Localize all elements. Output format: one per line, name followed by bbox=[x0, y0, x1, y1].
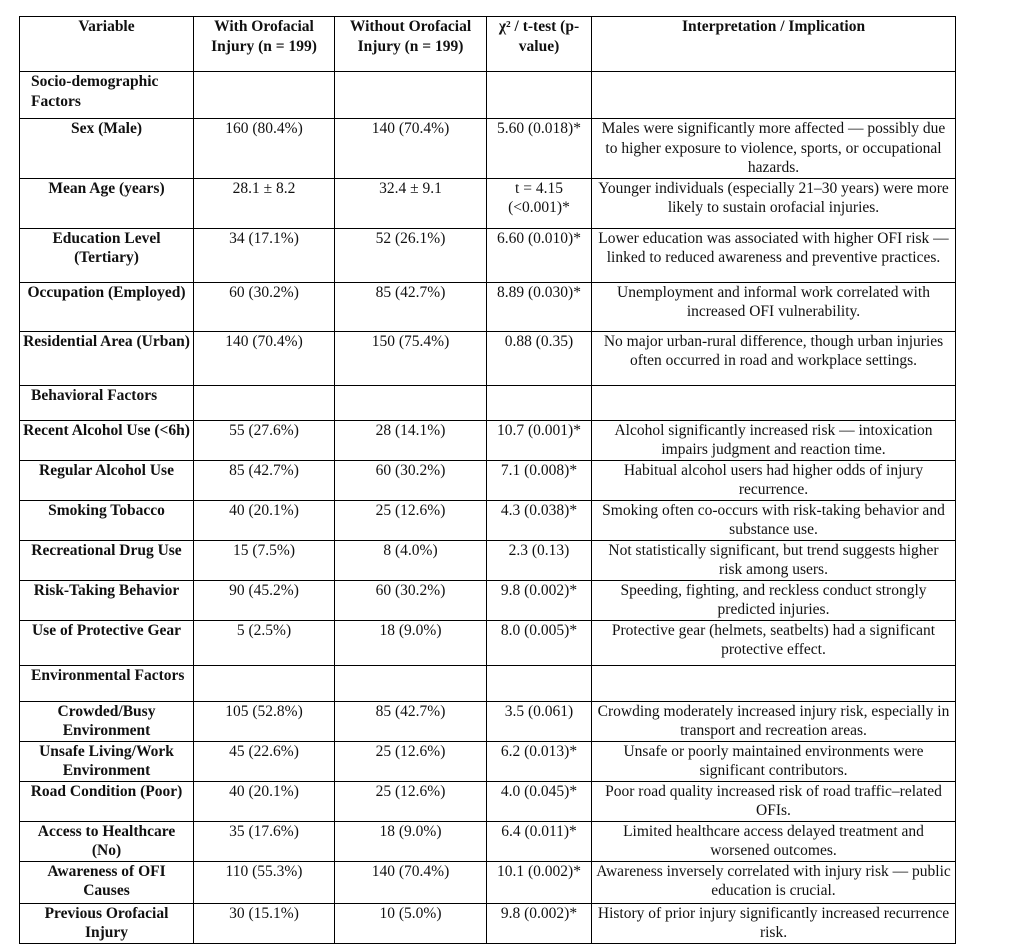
table-row bbox=[20, 460, 956, 500]
with-ofi-cell: 34 (17.1%) bbox=[194, 228, 335, 282]
test-pvalue-cell: t = 4.15 (<0.001)* bbox=[487, 178, 592, 228]
variable-cell: Risk-Taking Behavior bbox=[20, 580, 194, 620]
interpretation-cell: Lower education was associated with higher OFI risk — linked to reduced awareness and preventive practices. bbox=[592, 228, 956, 282]
variable-cell: Sex (Male) bbox=[20, 119, 194, 179]
table-row bbox=[20, 741, 956, 781]
with-ofi-cell: 55 (27.6%) bbox=[194, 420, 335, 460]
test-pvalue-cell: 6.60 (0.010)* bbox=[487, 228, 592, 282]
table-row bbox=[20, 580, 956, 620]
without-ofi-cell: 85 (42.7%) bbox=[335, 282, 487, 331]
without-ofi-cell: 18 (9.0%) bbox=[335, 821, 487, 861]
table-row bbox=[20, 119, 956, 179]
without-ofi-cell: 10 (5.0%) bbox=[335, 903, 487, 943]
with-ofi-cell: 40 (20.1%) bbox=[194, 500, 335, 540]
section-title: Behavioral Factors bbox=[20, 385, 194, 420]
variable-cell: Regular Alcohol Use bbox=[20, 460, 194, 500]
header-with-ofi: With Orofacial Injury (n = 199) bbox=[194, 17, 335, 72]
variable-cell: Unsafe Living/Work Environment bbox=[20, 741, 194, 781]
test-pvalue-cell: 9.8 (0.002)* bbox=[487, 903, 592, 943]
with-ofi-cell: 160 (80.4%) bbox=[194, 119, 335, 179]
test-pvalue-cell: 8.0 (0.005)* bbox=[487, 620, 592, 665]
without-ofi-cell: 60 (30.2%) bbox=[335, 460, 487, 500]
section-empty-cell bbox=[335, 665, 487, 701]
section-row bbox=[20, 72, 956, 119]
variable-cell: Road Condition (Poor) bbox=[20, 781, 194, 821]
test-pvalue-cell: 9.8 (0.002)* bbox=[487, 580, 592, 620]
without-ofi-cell: 8 (4.0%) bbox=[335, 540, 487, 580]
section-title: Socio-demographic Factors bbox=[20, 72, 194, 119]
test-pvalue-cell: 10.7 (0.001)* bbox=[487, 420, 592, 460]
section-empty-cell bbox=[592, 385, 956, 420]
table-row bbox=[20, 620, 956, 665]
variable-cell: Education Level (Tertiary) bbox=[20, 228, 194, 282]
table-row bbox=[20, 178, 956, 228]
section-empty-cell bbox=[335, 385, 487, 420]
table-row bbox=[20, 500, 956, 540]
variable-cell: Smoking Tobacco bbox=[20, 500, 194, 540]
interpretation-cell: Unemployment and informal work correlated with increased OFI vulnerability. bbox=[592, 282, 956, 331]
variable-cell: Crowded/Busy Environment bbox=[20, 701, 194, 741]
interpretation-cell: Protective gear (helmets, seatbelts) had a significant protective effect. bbox=[592, 620, 956, 665]
with-ofi-cell: 5 (2.5%) bbox=[194, 620, 335, 665]
interpretation-cell: Not statistically significant, but trend suggests higher risk among users. bbox=[592, 540, 956, 580]
section-title: Environmental Factors bbox=[20, 665, 194, 701]
table-row bbox=[20, 420, 956, 460]
variable-cell: Use of Protective Gear bbox=[20, 620, 194, 665]
section-empty-cell bbox=[194, 72, 335, 119]
table-row bbox=[20, 861, 956, 903]
with-ofi-cell: 85 (42.7%) bbox=[194, 460, 335, 500]
with-ofi-cell: 45 (22.6%) bbox=[194, 741, 335, 781]
test-pvalue-cell: 8.89 (0.030)* bbox=[487, 282, 592, 331]
interpretation-cell: History of prior injury significantly increased recurrence risk. bbox=[592, 903, 956, 943]
table-row bbox=[20, 903, 956, 943]
test-pvalue-cell: 4.3 (0.038)* bbox=[487, 500, 592, 540]
header-test: χ² / t-test (p-value) bbox=[487, 17, 592, 72]
without-ofi-cell: 25 (12.6%) bbox=[335, 741, 487, 781]
with-ofi-cell: 110 (55.3%) bbox=[194, 861, 335, 903]
variable-cell: Residential Area (Urban) bbox=[20, 331, 194, 385]
with-ofi-cell: 105 (52.8%) bbox=[194, 701, 335, 741]
interpretation-cell: Awareness inversely correlated with injury risk — public education is crucial. bbox=[592, 861, 956, 903]
without-ofi-cell: 18 (9.0%) bbox=[335, 620, 487, 665]
interpretation-cell: No major urban-rural difference, though urban injuries often occurred in road and workplace settings. bbox=[592, 331, 956, 385]
without-ofi-cell: 32.4 ± 9.1 bbox=[335, 178, 487, 228]
section-row bbox=[20, 385, 956, 420]
without-ofi-cell: 25 (12.6%) bbox=[335, 781, 487, 821]
header-interpretation: Interpretation / Implication bbox=[592, 17, 956, 72]
interpretation-cell: Males were significantly more affected — possibly due to higher exposure to violence, sports, or occupational hazards. bbox=[592, 119, 956, 179]
variable-cell: Occupation (Employed) bbox=[20, 282, 194, 331]
section-empty-cell bbox=[592, 72, 956, 119]
with-ofi-cell: 90 (45.2%) bbox=[194, 580, 335, 620]
results-table bbox=[19, 16, 956, 944]
test-pvalue-cell: 6.2 (0.013)* bbox=[487, 741, 592, 781]
without-ofi-cell: 60 (30.2%) bbox=[335, 580, 487, 620]
variable-cell: Awareness of OFI Causes bbox=[20, 861, 194, 903]
interpretation-cell: Smoking often co-occurs with risk-taking behavior and substance use. bbox=[592, 500, 956, 540]
without-ofi-cell: 28 (14.1%) bbox=[335, 420, 487, 460]
header-without-ofi: Without Orofacial Injury (n = 199) bbox=[335, 17, 487, 72]
section-empty-cell bbox=[194, 665, 335, 701]
without-ofi-cell: 140 (70.4%) bbox=[335, 861, 487, 903]
with-ofi-cell: 40 (20.1%) bbox=[194, 781, 335, 821]
section-empty-cell bbox=[487, 385, 592, 420]
section-empty-cell bbox=[592, 665, 956, 701]
header-variable: Variable bbox=[20, 17, 194, 72]
test-pvalue-cell: 10.1 (0.002)* bbox=[487, 861, 592, 903]
interpretation-cell: Speeding, fighting, and reckless conduct strongly predicted injuries. bbox=[592, 580, 956, 620]
with-ofi-cell: 30 (15.1%) bbox=[194, 903, 335, 943]
test-pvalue-cell: 5.60 (0.018)* bbox=[487, 119, 592, 179]
section-empty-cell bbox=[335, 72, 487, 119]
variable-cell: Recreational Drug Use bbox=[20, 540, 194, 580]
with-ofi-cell: 15 (7.5%) bbox=[194, 540, 335, 580]
interpretation-cell: Crowding moderately increased injury risk, especially in transport and recreation areas. bbox=[592, 701, 956, 741]
test-pvalue-cell: 0.88 (0.35) bbox=[487, 331, 592, 385]
variable-cell: Mean Age (years) bbox=[20, 178, 194, 228]
test-pvalue-cell: 3.5 (0.061) bbox=[487, 701, 592, 741]
interpretation-cell: Unsafe or poorly maintained environments were significant contributors. bbox=[592, 741, 956, 781]
interpretation-cell: Younger individuals (especially 21–30 years) were more likely to sustain orofacial injuries. bbox=[592, 178, 956, 228]
table-row bbox=[20, 540, 956, 580]
section-row bbox=[20, 665, 956, 701]
without-ofi-cell: 85 (42.7%) bbox=[335, 701, 487, 741]
test-pvalue-cell: 7.1 (0.008)* bbox=[487, 460, 592, 500]
table-row bbox=[20, 821, 956, 861]
header-row bbox=[20, 17, 956, 72]
with-ofi-cell: 140 (70.4%) bbox=[194, 331, 335, 385]
table-row bbox=[20, 701, 956, 741]
variable-cell: Recent Alcohol Use (<6h) bbox=[20, 420, 194, 460]
interpretation-cell: Habitual alcohol users had higher odds of injury recurrence. bbox=[592, 460, 956, 500]
table-row bbox=[20, 228, 956, 282]
without-ofi-cell: 140 (70.4%) bbox=[335, 119, 487, 179]
table-row bbox=[20, 331, 956, 385]
test-pvalue-cell: 2.3 (0.13) bbox=[487, 540, 592, 580]
interpretation-cell: Poor road quality increased risk of road traffic–related OFIs. bbox=[592, 781, 956, 821]
with-ofi-cell: 28.1 ± 8.2 bbox=[194, 178, 335, 228]
interpretation-cell: Alcohol significantly increased risk — intoxication impairs judgment and reaction time. bbox=[592, 420, 956, 460]
with-ofi-cell: 60 (30.2%) bbox=[194, 282, 335, 331]
section-empty-cell bbox=[487, 665, 592, 701]
with-ofi-cell: 35 (17.6%) bbox=[194, 821, 335, 861]
table-row bbox=[20, 282, 956, 331]
section-empty-cell bbox=[487, 72, 592, 119]
without-ofi-cell: 25 (12.6%) bbox=[335, 500, 487, 540]
test-pvalue-cell: 6.4 (0.011)* bbox=[487, 821, 592, 861]
without-ofi-cell: 52 (26.1%) bbox=[335, 228, 487, 282]
interpretation-cell: Limited healthcare access delayed treatment and worsened outcomes. bbox=[592, 821, 956, 861]
variable-cell: Previous Orofacial Injury bbox=[20, 903, 194, 943]
table-row bbox=[20, 781, 956, 821]
section-empty-cell bbox=[194, 385, 335, 420]
without-ofi-cell: 150 (75.4%) bbox=[335, 331, 487, 385]
test-pvalue-cell: 4.0 (0.045)* bbox=[487, 781, 592, 821]
variable-cell: Access to Healthcare (No) bbox=[20, 821, 194, 861]
